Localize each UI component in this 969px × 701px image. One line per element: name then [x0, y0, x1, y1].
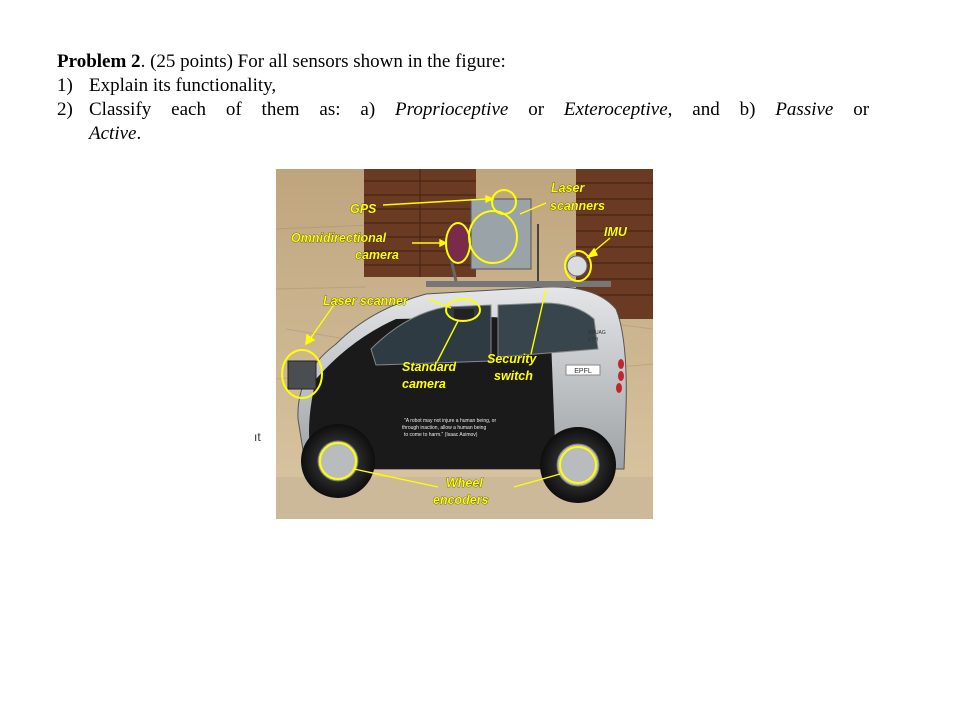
problem-points: . (25 points) For all sensors shown in the figure: — [140, 51, 506, 72]
label-laser-scanners-line1: Laser — [551, 181, 585, 195]
car-window-rear — [498, 303, 598, 357]
list-item — [57, 98, 869, 122]
front-wheel-rim — [318, 441, 358, 481]
problem-title: Problem 2 — [57, 51, 141, 72]
label-standard-camera-line1: Standard — [402, 360, 457, 374]
robot-car-figure — [276, 169, 653, 519]
item-or: or — [528, 99, 545, 120]
door-quote-line: through inaction, allow a human being — [402, 425, 487, 431]
body-text-2: ETH — [588, 337, 598, 343]
label-security-switch-line1: Security — [487, 352, 537, 366]
item-or: or — [853, 99, 870, 120]
imu-unit — [567, 256, 587, 276]
robot-car-photo — [276, 169, 653, 519]
label-omnidirectional-line2: camera — [355, 248, 399, 262]
item-number: 2) — [57, 99, 73, 120]
term-active: Active — [89, 123, 137, 144]
item-text: Explain its functionality, — [89, 75, 277, 96]
front-laser-scanner — [288, 361, 316, 389]
label-imu: IMU — [604, 225, 627, 239]
term-passive: Passive — [775, 99, 834, 120]
label-wheel-encoders-line2: encoders — [433, 493, 489, 507]
label-omnidirectional-line1: Omnidirectional — [291, 231, 387, 245]
body-text-1: BRUAG — [588, 330, 606, 336]
door-quote-line: to come to harm." (Isaac Asimov) — [404, 432, 478, 438]
label-wheel-encoders-line1: Wheel — [446, 476, 483, 490]
label-gps: GPS — [350, 202, 377, 216]
label-security-switch-line2: switch — [494, 369, 533, 383]
item-text: Classify each of them as: a) — [89, 99, 376, 120]
label-standard-camera-line2: camera — [402, 377, 446, 391]
list-item — [57, 74, 869, 98]
omnidirectional-camera — [448, 224, 468, 262]
door-quote-line: "A robot may not injure a human being, or — [404, 418, 497, 424]
problem-heading — [57, 50, 869, 74]
epfl-logo-text: EPFL — [574, 368, 592, 375]
roof-rack — [426, 281, 611, 287]
list-item-continuation — [57, 122, 869, 146]
label-laser-scanner: Laser scanner — [323, 294, 408, 308]
term-exteroceptive: Exteroceptive — [563, 99, 668, 120]
label-laser-scanners-line2: scanners — [550, 199, 605, 213]
stray-text: ıt — [254, 430, 261, 444]
problem-statement — [57, 50, 869, 146]
item-number: 1) — [57, 75, 73, 96]
term-proprioceptive: Proprioceptive — [395, 99, 509, 120]
item-text-mid: , and b) — [667, 99, 756, 120]
item-end: . — [136, 123, 142, 144]
rear-wheel-rim — [557, 444, 599, 486]
standard-camera — [454, 309, 474, 319]
